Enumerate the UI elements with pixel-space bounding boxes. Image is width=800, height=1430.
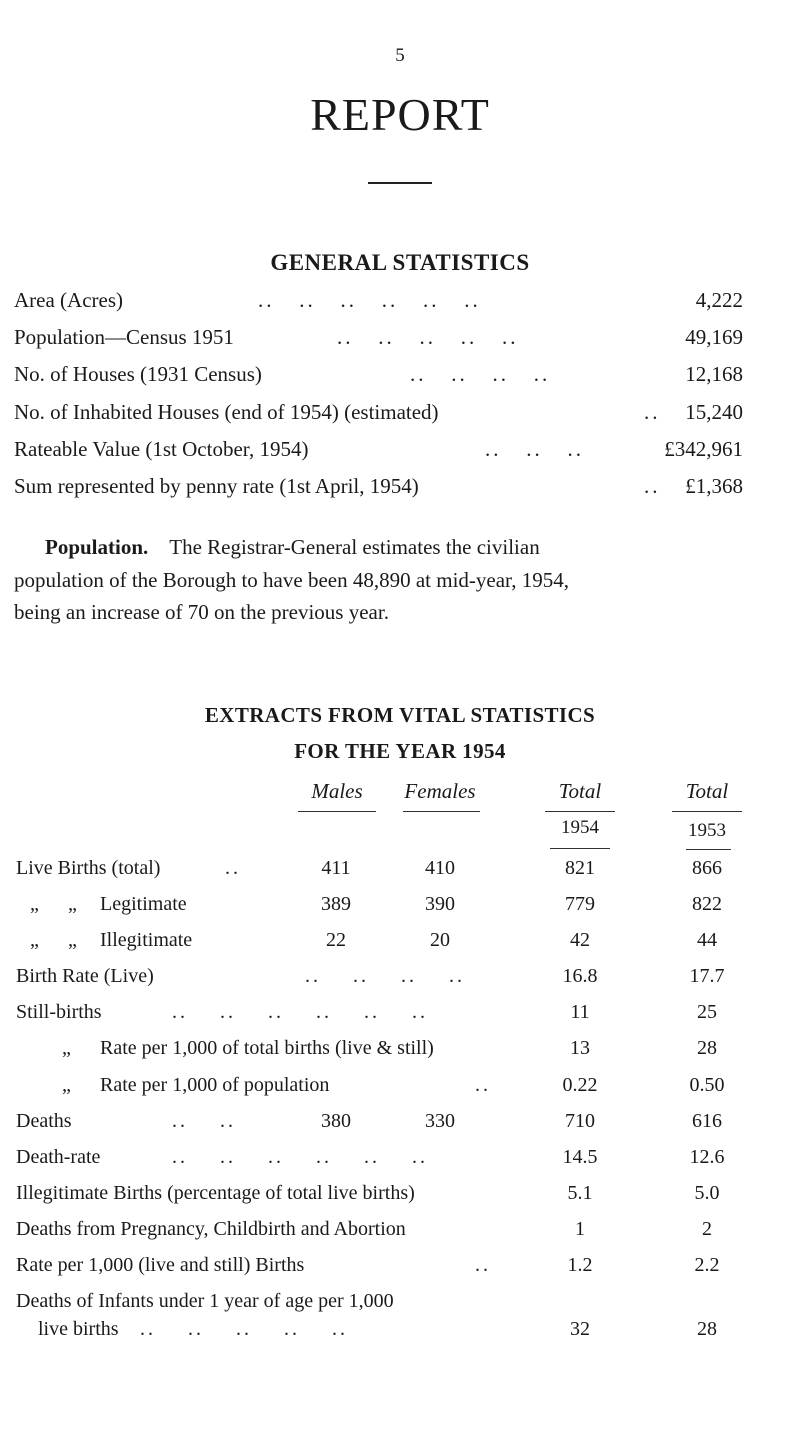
cell-females: 410 <box>425 857 455 879</box>
gs-row-label: Rateable Value (1st October, 1954) <box>14 437 309 461</box>
gs-row-value: 49,169 <box>685 325 743 349</box>
underline <box>686 849 731 850</box>
row-label: Death-rate <box>16 1146 101 1168</box>
cell-females: 330 <box>425 1110 455 1132</box>
cell-total-1953: 866 <box>692 857 722 879</box>
cell-total-1954: 5.1 <box>567 1182 593 1204</box>
cell-total-1954: 11 <box>570 1001 590 1023</box>
page-number: 5 <box>395 45 405 66</box>
gs-row-value: 4,222 <box>695 288 743 312</box>
leader-dots: .. .. .. .. <box>305 965 465 987</box>
leader-dots: .. .. .. .. .. .. <box>258 288 481 312</box>
cell-total-1954: 1 <box>575 1218 585 1240</box>
cell-total-1953: 17.7 <box>689 965 725 987</box>
leader-dots: .. .. <box>172 1110 236 1132</box>
gs-row-value: 12,168 <box>685 362 743 386</box>
cell-total-1954: 14.5 <box>562 1146 598 1168</box>
col-males: Males <box>311 779 363 803</box>
leader-dots: .. .. .. .. .. .. <box>172 1001 428 1023</box>
row-label: Still-births <box>16 1001 102 1023</box>
cell-total-1954: 710 <box>565 1110 595 1132</box>
underline <box>550 848 610 849</box>
cell-total-1953: 616 <box>692 1110 722 1132</box>
cell-total-1953: 44 <box>697 929 717 951</box>
ditto-mark: „ <box>62 1074 71 1096</box>
vital-statistics-heading: EXTRACTS FROM VITAL STATISTICS <box>204 703 596 727</box>
row-label: Birth Rate (Live) <box>16 965 154 987</box>
cell-males: 22 <box>326 929 346 951</box>
cell-total-1953: 25 <box>697 1001 717 1023</box>
gs-row-value: £342,961 <box>664 437 743 461</box>
underline <box>672 811 742 812</box>
row-label: Rate per 1,000 of population <box>100 1074 330 1096</box>
ditto-mark: „ <box>68 893 77 915</box>
cell-females: 390 <box>425 893 455 915</box>
gs-row-label: Area (Acres) <box>14 288 124 312</box>
gs-row-label: No. of Houses (1931 Census) <box>14 362 262 386</box>
cell-total-1953: 5.0 <box>694 1182 720 1204</box>
population-line-1 <box>45 535 540 560</box>
leader-dots: .. .. .. .. .. .. <box>172 1146 428 1168</box>
row-label: Rate per 1,000 (live and still) Births <box>16 1254 305 1276</box>
row-label: Deaths from Pregnancy, Childbirth and Abortion <box>16 1218 406 1240</box>
underline <box>403 811 480 812</box>
row-label: Deaths <box>16 1110 72 1132</box>
cell-total-1954: 821 <box>565 857 595 879</box>
cell-males: 389 <box>321 893 351 915</box>
gs-row-label: Sum represented by penny rate (1st April, 1954) <box>14 474 419 498</box>
row-label-continued: live births <box>38 1318 119 1340</box>
leader-dots: .. <box>644 400 661 424</box>
col-total-1953: Total <box>685 779 729 803</box>
cell-total-1954: 0.22 <box>562 1074 598 1096</box>
row-label: Rate per 1,000 of total births (live & still) <box>100 1037 434 1059</box>
ditto-mark: „ <box>30 893 39 915</box>
cell-total-1953: 2 <box>702 1218 712 1240</box>
leader-dots: .. <box>475 1074 491 1096</box>
vital-statistics-subheading: FOR THE YEAR 1954 <box>294 739 506 763</box>
cell-total-1953: 822 <box>692 893 722 915</box>
leader-dots: .. <box>644 474 661 498</box>
col-females: Females <box>404 779 476 803</box>
title-divider <box>368 182 432 184</box>
ditto-mark: „ <box>68 929 77 951</box>
cell-total-1954: 13 <box>570 1037 590 1059</box>
gs-row-value: £1,368 <box>685 474 743 498</box>
row-label: Live Births (total) <box>16 857 161 879</box>
year-1954: 1954 <box>561 817 599 838</box>
leader-dots: .. .. .. .. .. <box>337 325 519 349</box>
row-label: Illegitimate <box>100 929 193 951</box>
population-line-3: being an increase of 70 on the previous year. <box>14 600 389 624</box>
row-label: Illegitimate Births (percentage of total live births) <box>16 1182 415 1204</box>
population-lead: Population. <box>45 535 149 559</box>
cell-males: 380 <box>321 1110 351 1132</box>
cell-total-1953: 28 <box>697 1318 717 1340</box>
cell-total-1954: 779 <box>565 893 595 915</box>
cell-total-1954: 42 <box>570 929 590 951</box>
underline <box>545 811 615 812</box>
ditto-mark: „ <box>62 1037 71 1059</box>
cell-total-1953: 0.50 <box>689 1074 725 1096</box>
cell-total-1953: 28 <box>697 1037 717 1059</box>
report-title: REPORT <box>310 89 490 140</box>
cell-females: 20 <box>430 929 450 951</box>
underline <box>298 811 376 812</box>
cell-males: 411 <box>321 857 351 879</box>
leader-dots: .. <box>475 1254 491 1276</box>
ditto-mark: „ <box>30 929 39 951</box>
cell-total-1954: 32 <box>570 1318 590 1340</box>
population-text: The Registrar-General estimates the civilian <box>169 535 540 559</box>
gs-row-label: No. of Inhabited Houses (end of 1954) (estimated) <box>14 400 439 424</box>
population-line-2: population of the Borough to have been 48,890 at mid-year, 1954, <box>14 568 569 592</box>
leader-dots: .. <box>225 857 241 879</box>
gs-row-label: Population—Census 1951 <box>14 325 234 349</box>
cell-total-1954: 16.8 <box>562 965 598 987</box>
general-statistics-heading: GENERAL STATISTICS <box>270 250 530 275</box>
row-label: Deaths of Infants under 1 year of age per 1,000 <box>16 1290 394 1312</box>
cell-total-1953: 12.6 <box>689 1146 725 1168</box>
row-label: Legitimate <box>100 893 187 915</box>
leader-dots: .. .. .. .. .. <box>140 1318 348 1340</box>
gs-row-value: 15,240 <box>685 400 743 424</box>
cell-total-1954: 1.2 <box>567 1254 593 1276</box>
cell-total-1953: 2.2 <box>694 1254 720 1276</box>
leader-dots: .. .. .. .. <box>410 362 551 386</box>
col-total-1954: Total <box>558 779 602 803</box>
leader-dots: .. .. .. <box>485 437 584 461</box>
year-1953: 1953 <box>688 820 726 841</box>
